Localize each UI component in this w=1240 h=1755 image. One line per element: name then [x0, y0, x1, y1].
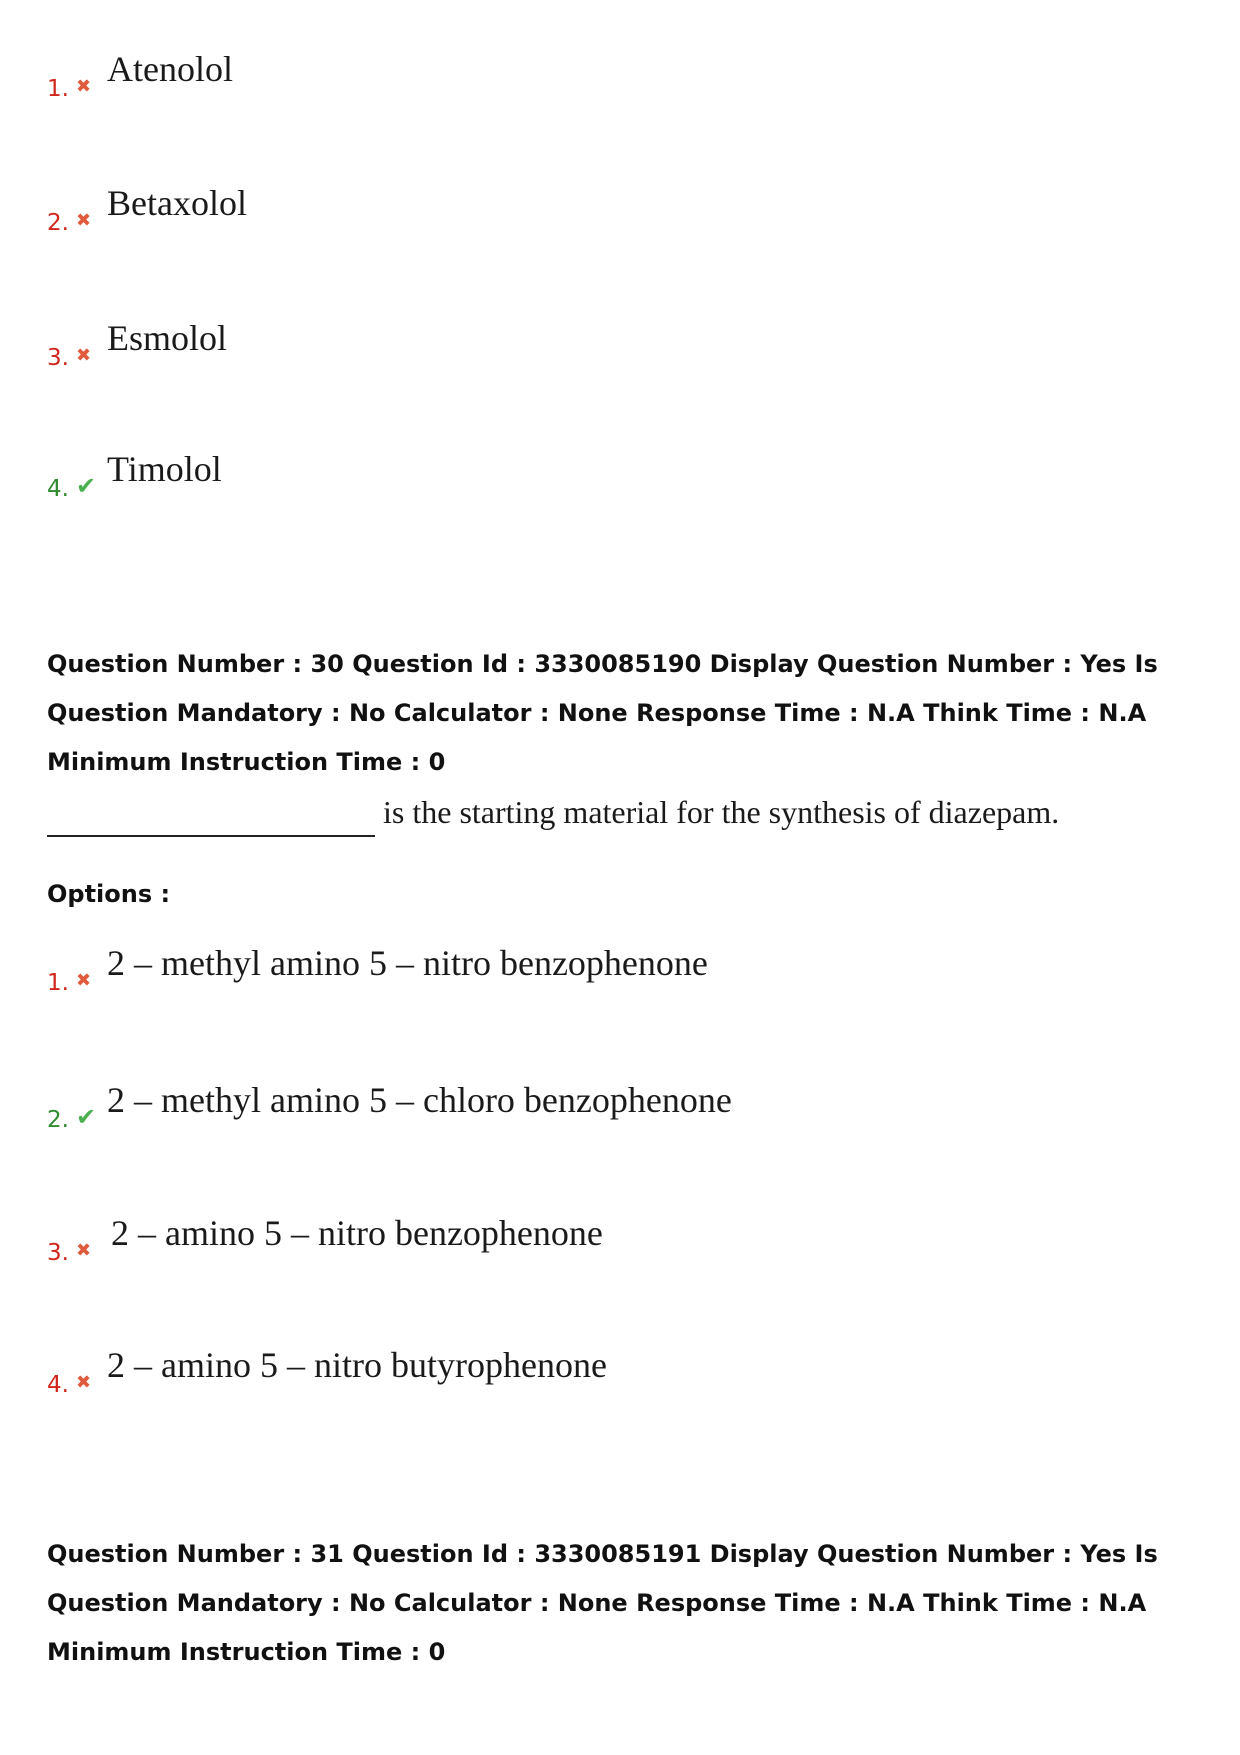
cross-icon: ✖	[76, 345, 92, 366]
option-number: 3.	[47, 1240, 69, 1266]
option-3	[47, 1212, 947, 1272]
option-text: 2 – methyl amino 5 – chloro benzophenone	[107, 1080, 732, 1120]
option-2	[47, 1079, 947, 1139]
option-number: 3.	[47, 345, 69, 371]
option-number: 4.	[47, 476, 69, 502]
check-icon: ✔	[76, 472, 97, 500]
option-text: 2 – amino 5 – nitro butyrophenone	[107, 1345, 607, 1385]
option-number: 2.	[47, 210, 69, 236]
option-number: 2.	[47, 1107, 69, 1133]
question-30-meta: Question Number : 30 Question Id : 3330085190 Display Question Number : Yes Is Question Mandatory : No Calculator : None Response Time : N.A Think Time : N.A Minimum Instruction Time : 0	[47, 650, 1158, 776]
question-31-meta: Question Number : 31 Question Id : 3330085191 Display Question Number : Yes Is Question Mandatory : No Calculator : None Response Time : N.A Think Time : N.A Minimum Instruction Time : 0	[47, 1540, 1158, 1666]
question-30-text	[47, 794, 1060, 844]
option-4	[47, 1344, 947, 1404]
option-3	[47, 317, 947, 377]
option-text: 2 – methyl amino 5 – nitro benzophenone	[107, 943, 708, 983]
check-icon: ✔	[76, 1103, 97, 1131]
option-text: Atenolol	[107, 49, 233, 89]
cross-icon: ✖	[76, 970, 92, 991]
option-1	[47, 942, 947, 1002]
option-number: 1.	[47, 76, 69, 102]
option-4	[47, 448, 947, 508]
option-number: 1.	[47, 970, 69, 996]
cross-icon: ✖	[76, 1240, 92, 1261]
option-text: Esmolol	[107, 318, 228, 358]
cross-icon: ✖	[76, 76, 92, 97]
option-text: Timolol	[107, 449, 222, 489]
option-1	[47, 48, 947, 108]
option-number: 4.	[47, 1372, 69, 1398]
option-2	[47, 182, 947, 242]
question-text: is the starting material for the synthesis of diazepam.	[383, 794, 1060, 830]
option-text: 2 – amino 5 – nitro benzophenone	[111, 1213, 603, 1253]
options-label: Options :	[47, 880, 171, 908]
cross-icon: ✖	[76, 210, 92, 231]
cross-icon: ✖	[76, 1372, 92, 1393]
fill-blank-line	[47, 835, 375, 837]
option-text: Betaxolol	[107, 183, 247, 223]
